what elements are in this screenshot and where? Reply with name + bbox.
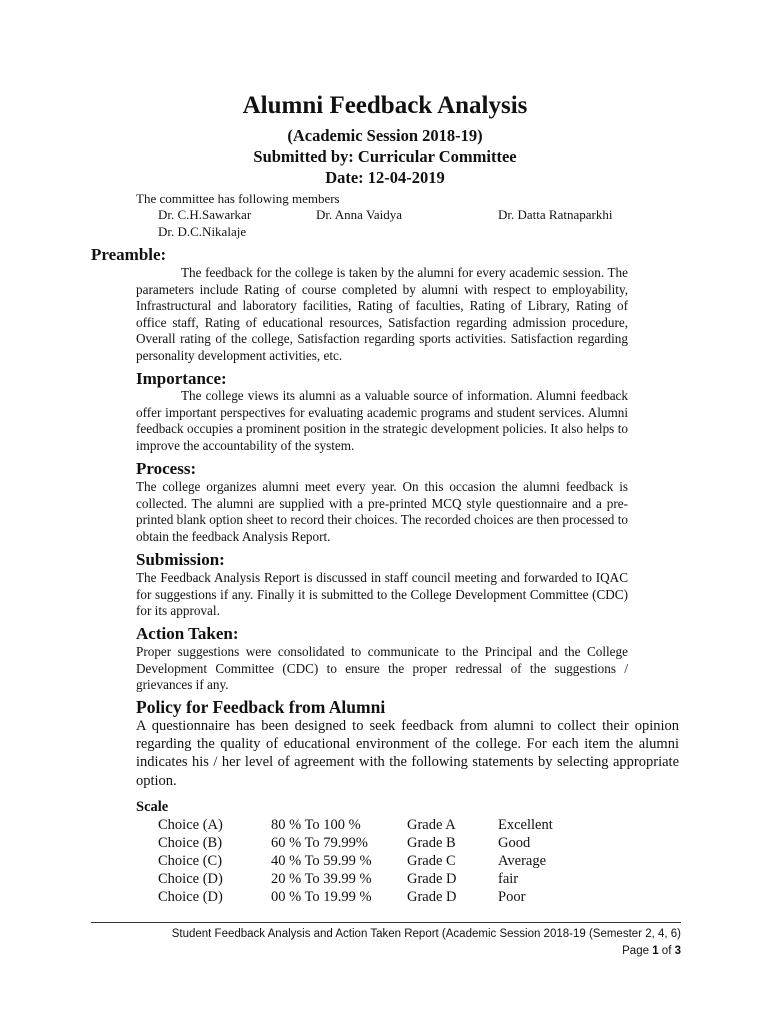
academic-session: (Academic Session 2018-19) [287, 126, 483, 145]
scale-remark: Excellent [498, 817, 553, 833]
action-taken-text: Proper suggestions were consolidated to communicate to the Principal and the College Development Committee (CDC) to ensure the proper redressal of the suggestions / grievances if any. [136, 644, 628, 693]
importance-text: The college views its alumni as a valuable source of information. Alumni feedback offer important perspectives for evaluating academic programs and student services. Alumni feedback occupies a prominent position in the strategic development policies. It also helps to improve the accountability of the system. [136, 388, 628, 453]
scale-row [158, 834, 578, 852]
committee-member: Dr. C.H.Sawarkar [158, 207, 252, 222]
scale-row [158, 870, 578, 888]
footer-text: Student Feedback Analysis and Action Taken Report (Academic Session 2018-19 (Semester 2, 4, 6) [171, 928, 681, 940]
page-number [91, 945, 681, 957]
page-of: of [658, 945, 675, 957]
scale-choice: Choice (A) [158, 817, 223, 833]
page-title: Alumni Feedback Analysis [242, 92, 528, 119]
scale-row [158, 888, 578, 906]
scale-range: 20 % To 39.99 % [271, 871, 372, 887]
scale-table [158, 816, 578, 906]
scale-remark: Poor [498, 889, 526, 905]
scale-remark: fair [498, 871, 519, 887]
report-date: Date: 12-04-2019 [325, 168, 445, 187]
policy-text: A questionnaire has been designed to seek feedback from alumni to collect their opinion regarding the quality of educational environment of the college. For each item the alumni indicates his / her level of agreement with the following statements by selecting appropriate option. [136, 718, 679, 789]
page-prefix: Page [622, 945, 653, 957]
scale-row [158, 852, 578, 870]
policy-heading: Policy for Feedback from Alumni [136, 697, 386, 717]
scale-choice: Choice (B) [158, 835, 223, 851]
scale-grade: Grade D [407, 889, 457, 905]
process-text: The college organizes alumni meet every year. On this occasion the alumni feedback is collected. The alumni are supplied with a pre-printed MCQ style questionnaire and a pre-printed blank option sheet to record their choices. The recorded choices are then processed to obtain the feedback Analysis Report. [136, 479, 628, 544]
scale-remark: Good [498, 835, 531, 851]
page-total: 3 [674, 945, 681, 957]
submitted-by: Submitted by: Curricular Committee [253, 147, 517, 166]
scale-range: 40 % To 59.99 % [271, 853, 372, 869]
scale-row [158, 816, 578, 834]
scale-choice: Choice (D) [158, 871, 223, 887]
submission-text: The Feedback Analysis Report is discussed in staff council meeting and forwarded to IQAC for suggestions if any. Finally it is submitted to the College Development Committee (CDC) for its approval. [136, 570, 628, 619]
scale-range: 80 % To 100 % [271, 817, 361, 833]
importance-heading: Importance: [136, 369, 227, 388]
scale-range: 60 % To 79.99% [271, 835, 368, 851]
scale-choice: Choice (D) [158, 889, 223, 905]
scale-label: Scale [136, 799, 169, 815]
scale-grade: Grade D [407, 871, 457, 887]
action-taken-heading: Action Taken: [136, 624, 239, 643]
preamble-text: The feedback for the college is taken by the alumni for every academic session. The parameters include Rating of course completed by alumni with respect to employability, Infrastructural and laboratory facilities, Rating of faculties, Rating of Library, Rating of office staff, Rating of educational resources, Satisfaction regarding admission procedure, Overall rating of the college, Satisfaction regarding sports activities. Satisfaction regarding personality development activities, etc. [136, 265, 628, 363]
process-heading: Process: [136, 459, 197, 478]
scale-grade: Grade C [407, 853, 456, 869]
committee-member: Dr. Anna Vaidya [316, 207, 403, 222]
committee-member: Dr. D.C.Nikalaje [158, 224, 247, 239]
scale-choice: Choice (C) [158, 853, 223, 869]
committee-member: Dr. Datta Ratnaparkhi [498, 207, 613, 222]
scale-range: 00 % To 19.99 % [271, 889, 372, 905]
submission-heading: Submission: [136, 550, 225, 569]
scale-grade: Grade A [407, 817, 456, 833]
committee-intro: The committee has following members [136, 191, 340, 206]
scale-grade: Grade B [407, 835, 456, 851]
footer-divider [91, 922, 681, 923]
scale-remark: Average [498, 853, 547, 869]
page-current: 1 [652, 945, 659, 957]
preamble-heading: Preamble: [91, 245, 167, 264]
